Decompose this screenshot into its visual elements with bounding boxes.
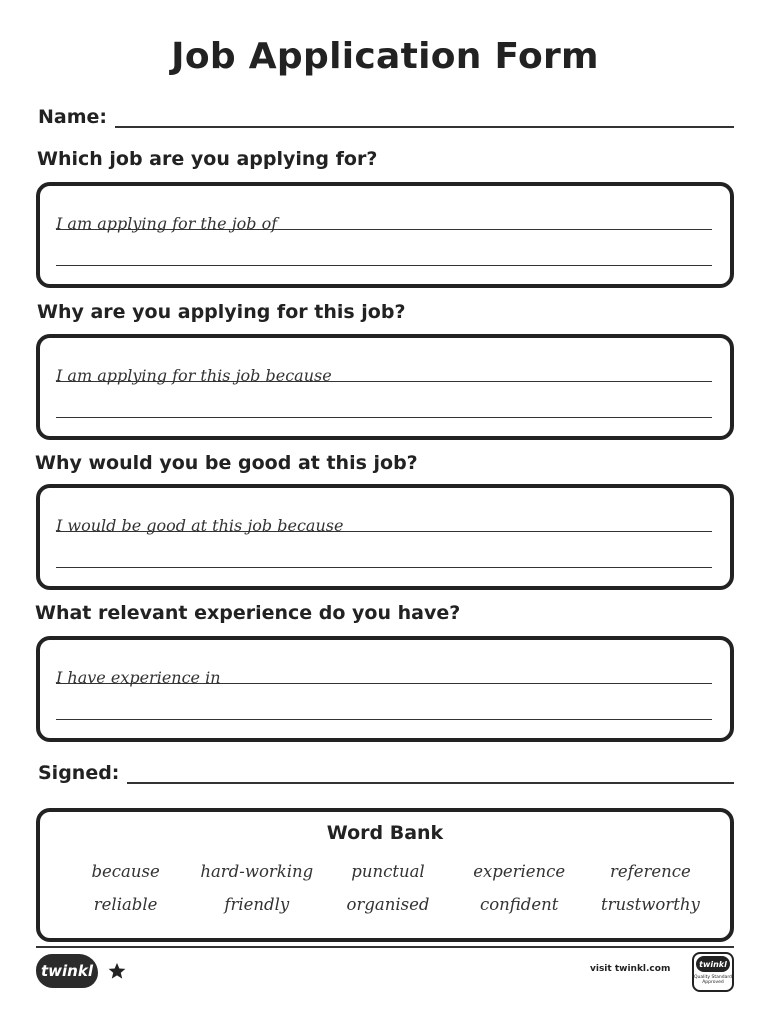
signature-input-line[interactable] xyxy=(127,754,734,784)
signed-field-row xyxy=(38,754,734,784)
name-input-line[interactable] xyxy=(115,96,734,128)
word-bank-grid xyxy=(60,862,716,914)
prompt-text: I would be good at this job because xyxy=(56,516,344,535)
word-bank-word: hard-working xyxy=(200,862,314,881)
answer-line-1[interactable] xyxy=(56,660,712,687)
word-bank-word: trustworthy xyxy=(601,895,700,914)
word-bank-word: organised xyxy=(346,895,430,914)
answer-box-job xyxy=(36,182,734,288)
star-icon xyxy=(108,962,126,980)
twinkl-logo xyxy=(36,954,98,988)
answer-line-1[interactable] xyxy=(56,508,712,535)
word-bank-word: because xyxy=(91,862,160,881)
word-bank-box xyxy=(36,808,734,942)
answer-box-why-apply xyxy=(36,334,734,440)
word-bank-word: reference xyxy=(609,862,691,881)
word-bank-word: reliable xyxy=(93,895,158,914)
answer-line-2[interactable] xyxy=(56,696,712,720)
word-bank-word: confident xyxy=(479,895,559,914)
question-experience: What relevant experience do you have? xyxy=(35,602,461,624)
badge-text: Quality Standard Approved xyxy=(694,975,732,985)
footer-divider xyxy=(36,946,734,948)
answer-line-2[interactable] xyxy=(56,242,712,266)
signed-label: Signed: xyxy=(38,762,120,784)
visit-link[interactable]: visit twinkl.com xyxy=(590,964,671,974)
answer-line-1[interactable] xyxy=(56,206,712,233)
answer-line-2[interactable] xyxy=(56,544,712,568)
name-field-row xyxy=(38,96,734,128)
question-why-apply: Why are you applying for this job? xyxy=(37,301,406,323)
answer-box-good-at xyxy=(36,484,734,590)
prompt-text: I am applying for the job of xyxy=(56,214,278,233)
prompt-text: I have experience in xyxy=(56,668,221,687)
word-bank-word: experience xyxy=(473,862,566,881)
page-title: Job Application Form xyxy=(171,36,599,77)
word-bank-word: friendly xyxy=(224,895,290,914)
answer-box-experience xyxy=(36,636,734,742)
question-job: Which job are you applying for? xyxy=(37,148,378,170)
word-bank-title: Word Bank xyxy=(326,822,444,844)
prompt-text: I am applying for this job because xyxy=(56,366,332,385)
answer-line-2[interactable] xyxy=(56,394,712,418)
word-bank-word: punctual xyxy=(351,862,425,881)
quality-badge xyxy=(692,952,734,992)
name-label: Name: xyxy=(38,106,108,128)
answer-line-1[interactable] xyxy=(56,358,712,385)
badge-title: twinkl xyxy=(696,956,730,972)
question-good-at: Why would you be good at this job? xyxy=(35,452,418,474)
logo-text: twinkl xyxy=(41,962,93,980)
